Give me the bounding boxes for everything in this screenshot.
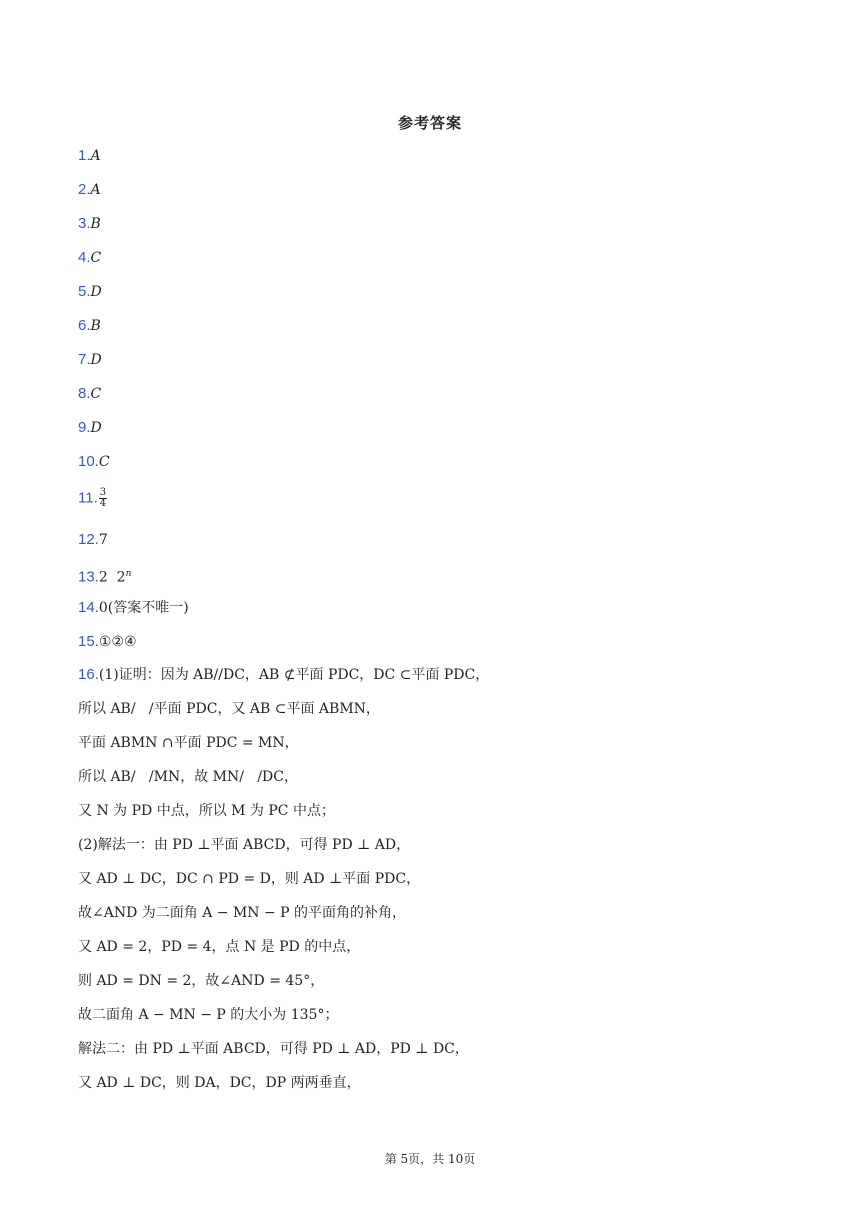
answer-13 — [78, 564, 131, 588]
answer-4 — [78, 248, 101, 268]
answer-9 — [78, 418, 102, 438]
question-number: 15. — [78, 633, 99, 650]
answer-text: D — [90, 352, 102, 368]
answer-text: A — [90, 148, 101, 164]
answer-14 — [78, 598, 189, 618]
answer-2 — [78, 180, 101, 200]
page-footer: 第 5页，共 10页 — [384, 1152, 476, 1166]
answer-text: B — [90, 216, 101, 232]
question-number: 5. — [78, 283, 91, 300]
page-title: 参考答案 — [397, 114, 462, 132]
superscript: n — [125, 569, 132, 579]
solution-line: 所以 AB/ /MN，故 MN/ /DC， — [78, 769, 298, 785]
answer-text: 0(答案不唯一) — [98, 600, 189, 616]
answer-1 — [78, 146, 101, 166]
fraction-denominator: 4 — [99, 498, 107, 509]
question-number: 4. — [78, 249, 91, 266]
answer-text: D — [90, 420, 102, 436]
answer-15 — [78, 632, 137, 652]
question-number: 2. — [78, 181, 91, 198]
fraction-numerator: 3 — [99, 487, 107, 498]
solution-line: 故∠AND 为二面角 A − MN − P 的平面角的补角， — [78, 905, 407, 921]
question-number: 6. — [78, 317, 91, 334]
answer-text: C — [98, 454, 110, 470]
solution-line: 故二面角 A − MN − P 的大小为 135°； — [78, 1007, 339, 1023]
answer-text: A — [90, 182, 101, 198]
solution-line: 平面 ABMN ∩平面 PDC = MN， — [78, 735, 299, 751]
answer-11 — [78, 488, 107, 509]
question-number: 1. — [78, 147, 91, 164]
question-number: 9. — [78, 419, 91, 436]
answer-12 — [78, 530, 108, 550]
solution-line: 解法二：由 PD ⊥平面 ABCD，可得 PD ⊥ AD，PD ⊥ DC， — [78, 1041, 469, 1057]
question-number: 14. — [78, 599, 99, 616]
answer-text: D — [90, 284, 102, 300]
answer-3 — [78, 214, 101, 234]
answer-text: ①②④ — [98, 634, 137, 650]
answer-text: B — [90, 318, 101, 334]
solution-line: 又 AD ⊥ DC，则 DA，DC，DP 两两垂直， — [78, 1075, 361, 1091]
question-number: 12. — [78, 531, 99, 548]
solution-line: 又 AD ⊥ DC，DC ∩ PD = D，则 AD ⊥平面 PDC， — [78, 871, 421, 887]
solution-line: (2)解法一：由 PD ⊥平面 ABCD，可得 PD ⊥ AD， — [78, 837, 411, 853]
fraction — [99, 488, 107, 509]
solution-text: (1)证明：因为 AB//DC，AB ⊄平面 PDC，DC ⊂平面 PDC， — [98, 667, 490, 683]
question-number: 11. — [78, 489, 98, 507]
solution-line: 则 AD = DN = 2，故∠AND = 45°， — [78, 973, 325, 989]
solution-line: 又 AD = 2，PD = 4，点 N 是 PD 的中点， — [78, 939, 361, 955]
answer-6 — [78, 316, 101, 336]
answer-16-line-1 — [78, 665, 489, 685]
question-number: 13. — [78, 568, 99, 586]
solution-line: 所以 AB/ /平面 PDC，又 AB ⊂平面 ABMN， — [78, 701, 380, 717]
question-number: 16. — [78, 666, 99, 683]
solution-line: 又 N 为 PD 中点，所以 M 为 PC 中点； — [78, 803, 335, 819]
question-number: 8. — [78, 385, 91, 402]
answer-text: 7 — [98, 532, 108, 548]
question-number: 3. — [78, 215, 91, 232]
answer-5 — [78, 282, 102, 302]
question-number: 10. — [78, 453, 99, 470]
answer-text: C — [90, 386, 102, 402]
answer-10 — [78, 452, 110, 472]
answer-text: C — [90, 250, 102, 266]
question-number: 7. — [78, 351, 91, 368]
answer-text: 2 2 — [98, 569, 126, 586]
answer-7 — [78, 350, 102, 370]
answer-8 — [78, 384, 101, 404]
